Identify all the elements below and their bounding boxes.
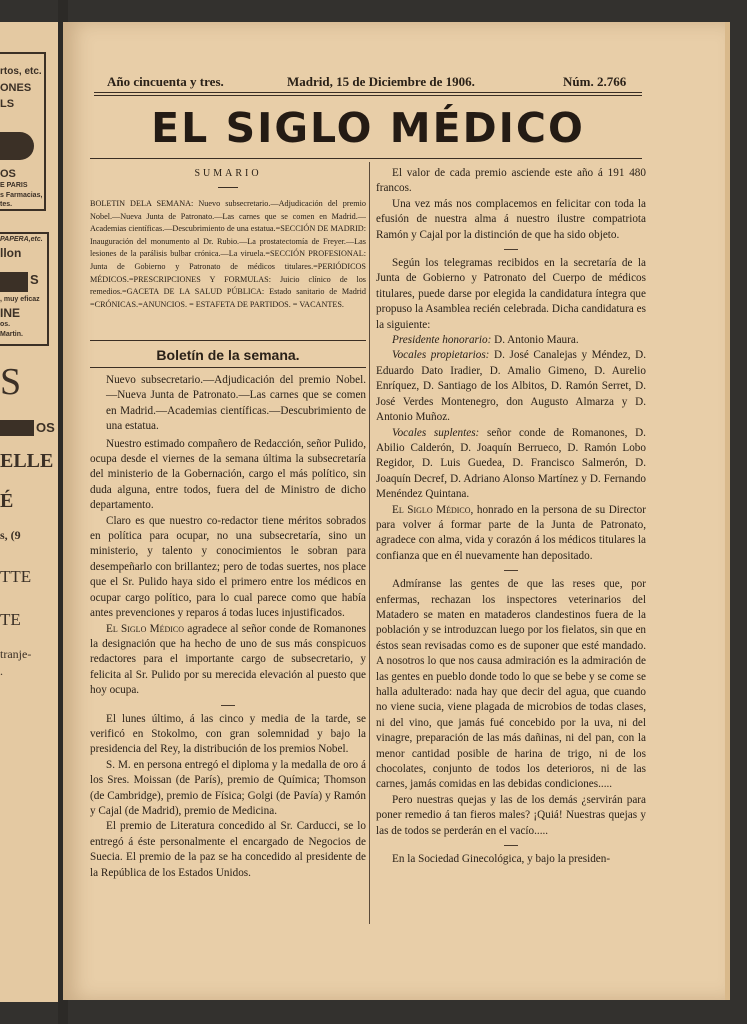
prev-fragment: Martin.: [0, 331, 23, 338]
sumario-title: SUMARIO: [194, 168, 262, 179]
prev-page-ad-graphic-3: [0, 420, 34, 436]
right-column-body: [376, 166, 646, 867]
column-separator: [369, 162, 370, 924]
prev-fragment: rtos, etc.: [0, 66, 42, 77]
prev-fragment: OS: [36, 420, 55, 435]
article-paragraph: Según los telegramas recibidos en la secretaría de la Junta de Gobierno y Patronato del Cuerpo de médicos titulares, puede darse por elegida la candidatura íntegra que propuso la Asamblea recién celebrada. Dicha candidatura es la siguiente:: [376, 257, 646, 331]
candidate-list-item: [376, 333, 646, 348]
role-label: Presidente honorario:: [392, 334, 492, 347]
role-names: D. Antonio Maura.: [491, 334, 579, 347]
prev-fragment: S: [30, 272, 39, 287]
article-paragraph: Admíranse las gentes de que las reses que, por enfermas, rechazan los inspectores veterinarios del Matadero se maten en mataderos clandestinos fuera de la población y se introduzcan luego por los fielatos, sin que en éstos sean revisadas como es de suponer que esté mandado. A nosotros lo que nos causa admiración es la admiración de las gentes en pueblo donde todo lo que se bebe y se come se halla adulterado: nada hay que decir del agua, que cuando no viene sucia, viene plagada de microbios de todas clases, ni del vino, que jamás fué concebido por la uva, ni del vinagre, preparación de las más dañinas, ni del pan, con la menor cantidad posible de harina de trigo, ni de los chocolates, conjunto de todos los deterioros, ni de las carnes, jamás comidas en las debidas condiciones.....: [376, 578, 646, 791]
journal-name: El Siglo Médico: [392, 503, 471, 516]
header-rule-bottom: [94, 95, 642, 96]
journal-name: El Siglo Médico: [106, 622, 185, 635]
issue-date: Madrid, 15 de Diciembre de 1906.: [287, 74, 475, 89]
candidate-list-item: [376, 426, 646, 503]
paragraph-separator: [504, 249, 518, 250]
issue-number: Núm. 2.766: [563, 74, 627, 89]
paragraph-separator: [504, 845, 518, 846]
article-paragraph: S. M. en persona entregó el diploma y la medalla de oro á los Sres. Moissan (de París), premio de Química; Thomson (de Cambridge), premio de Física; Golgi (de Pavía) y Ramón y Cajal (de Madrid), premio de Medicina.: [90, 758, 366, 817]
prev-fragment: S: [0, 361, 22, 403]
role-names: D. José Canalejas y Méndez, D. Eduardo Dato Iradier, D. Amalio Gimeno, D. Aurelio Enríquez, D. Santiago de los Albitos, D. Ramón Serret, D. José Verdes Montenegro, don Augusto Almarza y D. Antonio Muñoz.: [376, 349, 646, 424]
prev-page-ad-graphic-2: [0, 272, 28, 292]
role-label: Vocales suplentes:: [392, 426, 480, 439]
prev-fragment: LS: [0, 98, 15, 110]
prev-fragment: .: [0, 664, 3, 678]
paragraph-separator: [221, 705, 235, 706]
prev-fragment: E PARIS: [0, 182, 28, 189]
prev-fragment: tranje-: [0, 647, 32, 661]
prev-fragment: OS: [0, 168, 16, 180]
previous-page-edge: [0, 22, 60, 1002]
sumario-rule: [218, 187, 238, 188]
article-paragraph: Una vez más nos complacemos en felicitar con toda la efusión de nuestra alma á nuestro ilustre compatriota Ramón y Cajal por la distinción de que ha sido objeto.: [376, 197, 646, 241]
masthead-rule: [90, 158, 642, 159]
prev-fragment: s, (9: [0, 528, 21, 542]
section-summary: Nuevo subsecretario.—Adjudicación del premio Nobel.—Nueva Junta de Patronato.—Las carnes que se comen en Madrid.—Academias científicas.—Descubrimiento de una estatua.: [106, 374, 366, 433]
prev-fragment: TTE: [0, 567, 32, 586]
article-paragraph: El valor de cada premio asciende este año á 191 480 francos.: [376, 167, 646, 195]
article-paragraph: En la Sociedad Ginecológica, y bajo la presiden-: [392, 853, 611, 866]
prev-fragment: TE: [0, 610, 21, 629]
prev-fragment: s Farmacias,: [0, 192, 43, 199]
prev-fragment: tes.: [0, 201, 13, 208]
prev-fragment: É: [0, 490, 14, 512]
role-label: Vocales propietarios:: [392, 349, 490, 362]
prev-fragment: PAPERA,etc.: [0, 236, 43, 243]
candidate-list-item: [376, 348, 646, 425]
article-paragraph: Claro es que nuestro co-redactor tiene méritos sobrados en política para ocupar, no una subsecretaría, sino un ministerio, y talento y conocimientos le sobran para desempeñarlo con brillantez; pero de todas suertes, nos place que el Sr. Pulido haya sido el primero entre los médicos en ocupar cargo político, para lo cual parece como que había antes prevenciones y reparos á todas luces injustificados.: [90, 514, 366, 620]
prev-fragment: llon: [0, 246, 22, 260]
section-title: Boletín de la semana.: [156, 347, 300, 363]
sumario-text: BOLETIN DELA SEMANA: Nuevo subsecretario.—Adjudicación del premio Nobel.—Nueva Junta de Patronato.—Las carnes que se comen en Madrid.—Academias científicas.—Descubrimiento de una estatua.=SECCIÓN DE MADRID: Inauguración del monumento al Dr. Rubio.—La prostatectomía de Freyer.—Las lesiones de la parálisis bulbar crónica.—La viruela.=SECCIÓN PROFESIONAL: Junta de Gobierno y Patronato de médicos titulares.=PERIÓDICOS MÉDICOS.=PRESCRIPCIONES Y FORMULAS: Juicio clínico de los remedios.=GACETA DE LA SALUD PÚBLICA: Estado sanitario de Madrid =CRÓNICAS.=ANUNCIOS. = ESTAFETA DE PARTIDOS. = VACANTES.: [90, 199, 366, 309]
paragraph-text: , honrado en la persona de su Director para volver á formar parte de la Junta de Patronato, agradece con alma, vida y corazón á los médicos titulares la confianza que en él nuevamente han depositado.: [376, 503, 646, 562]
masthead-title: EL SIGLO MÉDICO: [151, 104, 585, 152]
paragraph-separator: [504, 570, 518, 571]
article-paragraph: [376, 503, 646, 565]
article-paragraph: El premio de Literatura concedido al Sr. Carducci, se lo entregó á éste personalmente el encargado de Negocios de Suecia. El premio de la paz se ha concedido al presidente de la República de los Estados Unidos.: [90, 820, 366, 879]
article-paragraph: Pero nuestras quejas y las de los demás ¿servirán para poner remedio á tan fieros males? ¡Quiá! Nuestras quejas y las de todos se perderán en el vacío.....: [376, 793, 646, 837]
paragraph-text: agradece al señor conde de Romanones la designación que ha hecho de uno de sus más conspicuos redactores para el importante cargo de subsecretario, y felicita al Sr. Pulido por su merecida elevación al puesto que hoy ocupa.: [90, 622, 366, 697]
issue-year: Año cincuenta y tres.: [107, 74, 224, 89]
prev-fragment: os.: [0, 321, 11, 328]
header-rule-top: [94, 92, 642, 93]
prev-fragment: ONES: [0, 82, 32, 94]
left-column-body: [90, 373, 366, 881]
prev-fragment: INE: [0, 306, 21, 320]
prev-fragment: , muy eficaz: [0, 296, 40, 303]
prev-fragment: ELLE: [0, 450, 54, 472]
article-paragraph: Nuestro estimado compañero de Redacción, señor Pulido, ocupa desde el viernes de la semana última la subsecretaría del ministerio de la Gobernación, cargo el más político, sin duda alguna, entre todos, fuera del de Ministro de dicho departamento.: [90, 437, 366, 512]
sumario-bottom-rule: [90, 340, 366, 341]
prev-page-ad-graphic: [0, 132, 34, 160]
role-names: señor conde de Romanones, D. Abilio Calderón, D. Joaquín Berrueco, D. Ramón Lobo Regidor, D. Luis Guedea, D. Francisco Salmerón, D. Joaquín Decref, D. Adriano Alonso Martínez y D. Fernando Menéndez Quintana.: [376, 426, 646, 501]
article-paragraph: El lunes último, á las cinco y media de la tarde, se verificó en Stokolmo, con gran solemnidad y bajo la presidencia del Rey, la distribución de los premios Nobel.: [90, 712, 366, 756]
section-rule: [90, 367, 366, 368]
article-paragraph: [90, 622, 366, 699]
